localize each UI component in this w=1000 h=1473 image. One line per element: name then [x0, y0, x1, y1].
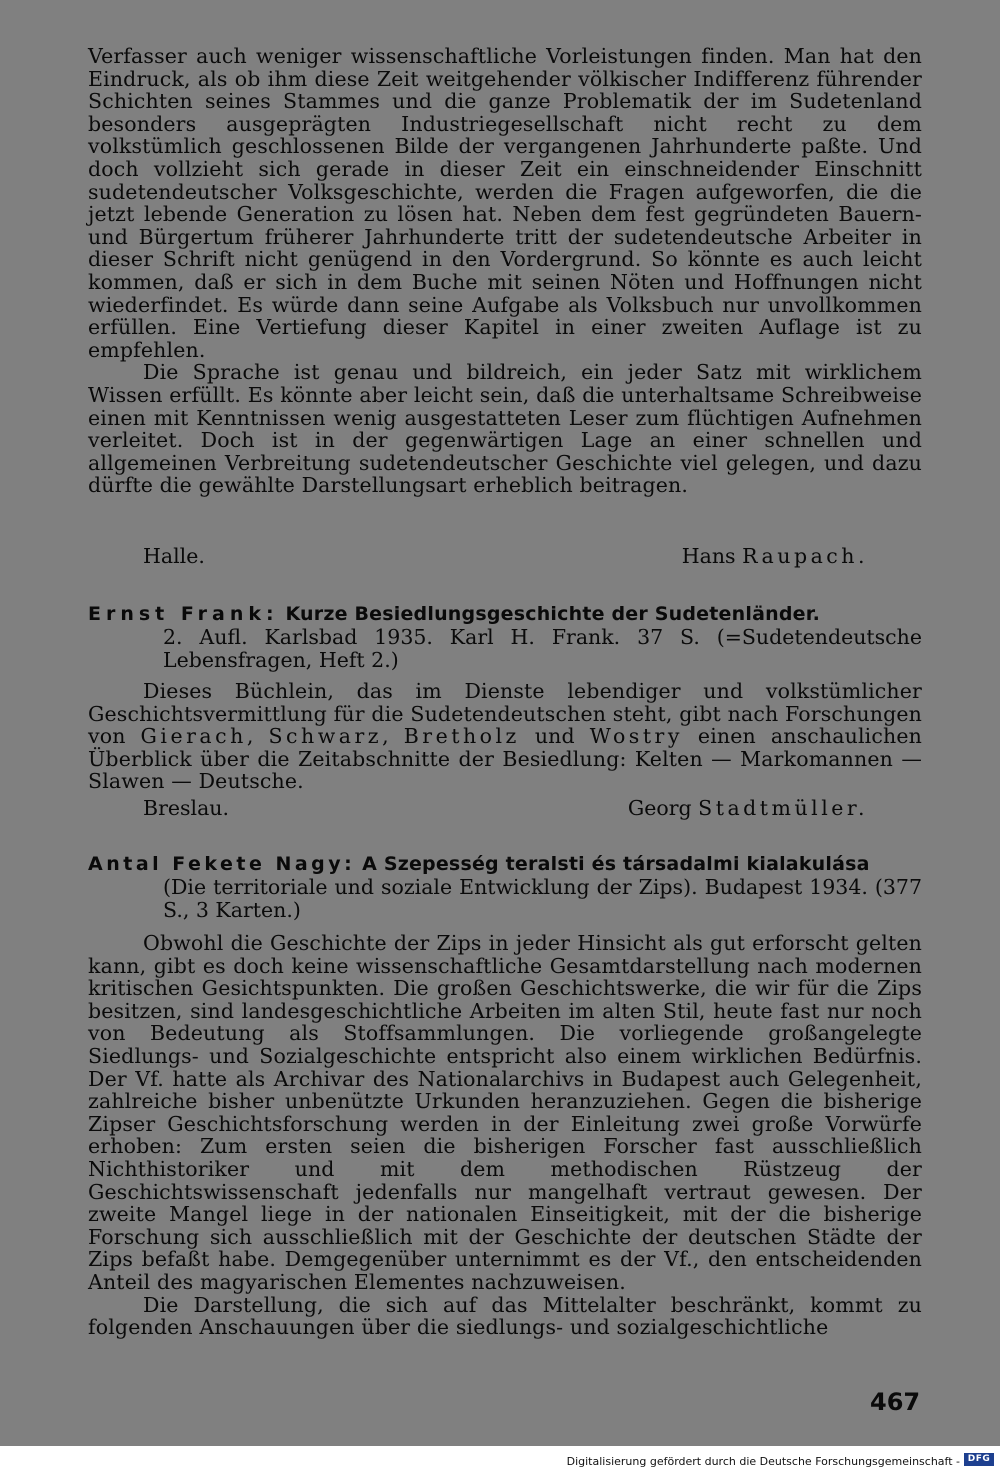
book-title: Kurze Besiedlungsgeschichte der Sudetenländer. — [285, 603, 820, 625]
cited-name: Gierach — [140, 724, 247, 749]
cited-name: Wostry — [589, 724, 683, 749]
cited-name: Bretholz — [403, 724, 520, 749]
bibliographic-info: (Die territoriale und soziale Entwicklung der Zips). Budapest 1934. (377 S., 3 Karten.) — [163, 875, 922, 922]
funding-footer — [0, 1446, 1000, 1473]
footer-text: Digitalisierung gefördert durch die Deutsche Forschungsgemeinschaft - — [566, 1455, 960, 1468]
review-heading — [88, 853, 922, 922]
cited-name: Schwarz — [268, 724, 383, 749]
paragraph: Dieses Büchlein, das im Dienste lebendiger und volkstümlicher Geschichtsvermittlung für die Sudetendeutschen steht, gibt nach Forschungen von Gierach, Schwarz, Bretholz und Wostry einen anschaulichen Überblick über die Zeitabschnitte der Besiedlung: Kelten — Markomannen — Slawen — Deutsche. — [88, 679, 922, 794]
bibliographic-info: 2. Aufl. Karlsbad 1935. Karl H. Frank. 37 S. (=Sudetendeutsche Lebensfragen, Heft 2.) — [163, 625, 922, 672]
paragraph: Verfasser auch weniger wissenschaftliche Vorleistungen finden. Man hat den Eindruck, als ob ihm diese Zeit weitgehender völkischer Indifferenz führender Schichten seines Stammes und die ganze Problematik der im Sudetenland besonders ausgeprägten Industriegesellschaft nicht recht zu dem volkstümlich geschlossenen Bilde der vergangenen Jahrhunderte paßte. Und doch vollzieht sich gerade in dieser Zeit ein einschneidender Einschnitt sudetendeutscher Volksgeschichte, werden die Fragen aufgeworfen, die die jetzt lebende Generation zu lösen hat. Neben dem fest gegründeten Bauern- und Bürgertum früherer Jahrhunderte tritt der sudetendeutsche Arbeiter in dieser Schrift nicht genügend in den Vordergrund. So könnte es auch leicht kommen, daß er sich in dem Buche mit seinen Nöten und Hoffnungen nicht wiederfindet. Es würde dann seine Aufgabe als Volksbuch nur unvollkommen erfüllen. Eine Vertiefung dieser Kapitel in einer zweiten Auflage ist zu empfehlen. — [88, 44, 922, 362]
signature-place: Breslau. — [143, 796, 230, 820]
reviewer-signature — [143, 545, 868, 568]
review-title — [88, 853, 922, 876]
paragraph: Obwohl die Geschichte der Zips in jeder Hinsicht als gut erforscht gelten kann, gibt es doch keine wissenschaftliche Gesamtdarstellung nach modernen kritischen Gesichtspunkten. Die großen Geschichtswerke, die wir für die Zips besitzen, sind landesgeschichtliche Arbeiten im alten Stil, heute fast nur noch von Bedeutung als Stoffsammlungen. Die vorliegende großangelegte Siedlungs- und Sozialgeschichte entspricht also einem wirklichen Bedürfnis. Der Vf. hatte als Archivar des Nationalarchivs in Budapest auch Gelegenheit, zahlreiche bisher unbenützte Urkunden heranzuziehen. Gegen die bisherige Zipser Geschichtsforschung werden in der Einleitung zwei große Vorwürfe erhoben: Zum ersten seien die bisherigen Forscher fast ausschließlich Nichthistoriker und mit dem methodischen Rüstzeug der Geschichtswissenschaft jedenfalls nur mangelhaft vertraut gewesen. Der zweite Mangel liege in der nationalen Einseitigkeit, mit der die bisherige Forschung sich ausschließlich mit der Geschichte der deutschen Städte der Zips befaßt habe. Demgegenüber unternimmt es der Vf., den entscheidenden Anteil des magyarischen Elementes nachzuweisen. — [88, 931, 922, 1294]
signature-place: Halle. — [143, 544, 205, 568]
paragraph: Die Sprache ist genau und bildreich, ein jeder Satz mit wirklichem Wissen erfüllt. Es könnte aber leicht sein, daß die unterhaltsame Schreibweise einen mit Kenntnissen wenig ausgestatteten Leser zum flüchtigen Aufnehmen verleitet. Doch ist in der gegenwärtigen Lage an einer schnellen und allgemeinen Verbreitung sudetendeutscher Geschichte viel gelegen, und dazu dürfte die gewählte Darstellungsart erheblich beitragen. — [88, 360, 922, 498]
reviewer-name: Georg Stadtmüller. — [627, 796, 868, 820]
reviewer-signature — [143, 797, 868, 820]
review-title — [88, 603, 922, 626]
review-body — [88, 932, 922, 1339]
dfg-logo-icon: DFG — [964, 1453, 994, 1466]
review-body — [88, 45, 922, 497]
book-author: Ernst Frank: — [88, 603, 279, 625]
review-heading — [88, 603, 922, 672]
book-title: A Szepesség teralsti és társadalmi kialakulása — [362, 853, 870, 875]
paragraph: Die Darstellung, die sich auf das Mittelalter beschränkt, kommt zu folgenden Anschauungen über die siedlungs- und sozialgeschichtliche — [88, 1292, 922, 1340]
reviewer-name: Hans Raupach. — [681, 544, 868, 568]
page-number: 467 — [870, 1388, 921, 1416]
book-author: Antal Fekete Nagy: — [88, 853, 356, 875]
review-body — [88, 680, 922, 793]
